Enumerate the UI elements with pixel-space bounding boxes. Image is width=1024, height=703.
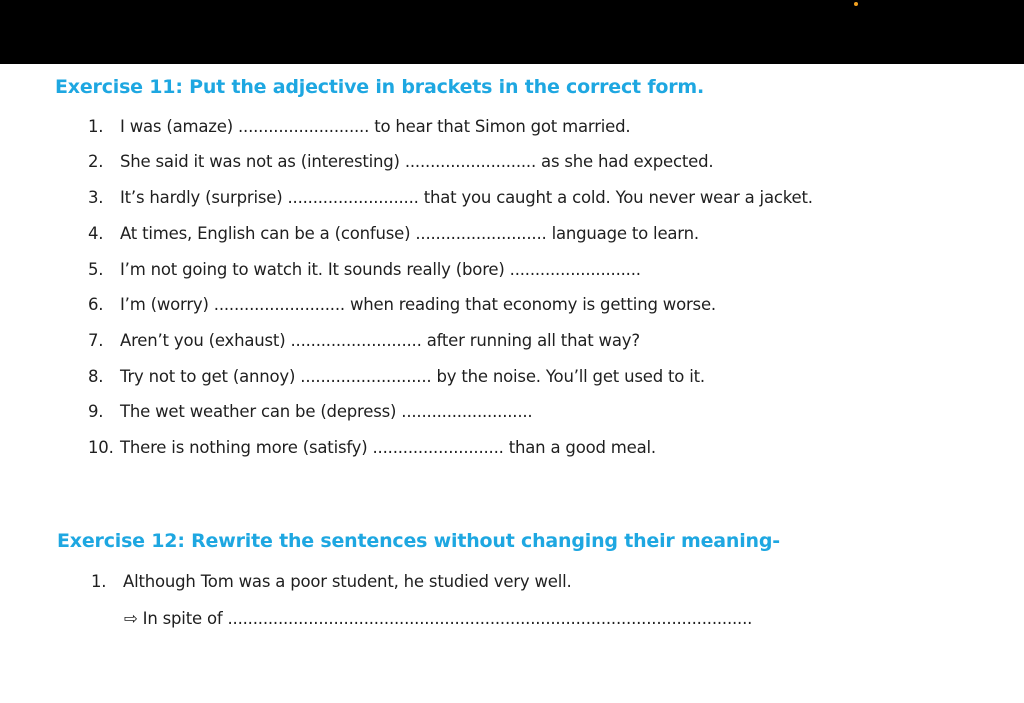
item-number: 8.: [88, 367, 104, 386]
top-black-bar: [0, 0, 1024, 64]
item-text: The wet weather can be (depress) ..........................: [120, 402, 533, 421]
item-text: I was (amaze) .......................... to hear that Simon got married.: [120, 117, 631, 136]
item-number: 10.: [88, 438, 114, 457]
exercise-11-item: [88, 259, 641, 281]
item-text: Try not to get (annoy) .......................... by the noise. You’ll get used to it.: [120, 367, 705, 386]
exercise-11-item: [88, 401, 532, 423]
item-text: Aren’t you (exhaust) .......................... after running all that way?: [120, 331, 640, 350]
item-text: Although Tom was a poor student, he studied very well.: [123, 572, 572, 591]
item-number: 7.: [88, 331, 104, 350]
item-text: It’s hardly (surprise) .......................... that you caught a cold. You never wear a jacket.: [120, 188, 813, 207]
exercise-11-item: [88, 437, 656, 459]
exercise-11-item: [88, 366, 705, 388]
item-number: 1.: [88, 117, 104, 136]
exercise-12-item: [91, 571, 572, 593]
exercise-11-item: [88, 223, 699, 245]
exercise-11-item: [88, 294, 716, 316]
indicator-dot: [854, 2, 858, 6]
item-number: 6.: [88, 295, 104, 314]
item-number: 1.: [91, 572, 107, 591]
item-text: She said it was not as (interesting) .......................... as she had expected.: [120, 152, 714, 171]
item-number: 4.: [88, 224, 104, 243]
item-text: There is nothing more (satisfy) .......................... than a good meal.: [120, 438, 656, 457]
exercise-11-item: [88, 330, 640, 352]
item-number: 2.: [88, 152, 104, 171]
item-number: 5.: [88, 260, 104, 279]
exercise-11-item: [88, 187, 813, 209]
item-text: I’m not going to watch it. It sounds really (bore) ..........................: [120, 260, 641, 279]
item-text: At times, English can be a (confuse) .......................... language to learn.: [120, 224, 699, 243]
item-number: 9.: [88, 402, 104, 421]
exercise-12-title: Exercise 12: Rewrite the sentences without changing their meaning-: [57, 530, 780, 552]
exercise-11-title: Exercise 11: Put the adjective in brackets in the correct form.: [55, 76, 705, 98]
exercise-11-item: [88, 151, 713, 173]
answer-line: ⇨ In spite of ........................................................................................................: [124, 609, 753, 628]
item-number: 3.: [88, 188, 104, 207]
item-text: I’m (worry) .......................... when reading that economy is getting worse.: [120, 295, 716, 314]
exercise-11-item: [88, 116, 630, 138]
